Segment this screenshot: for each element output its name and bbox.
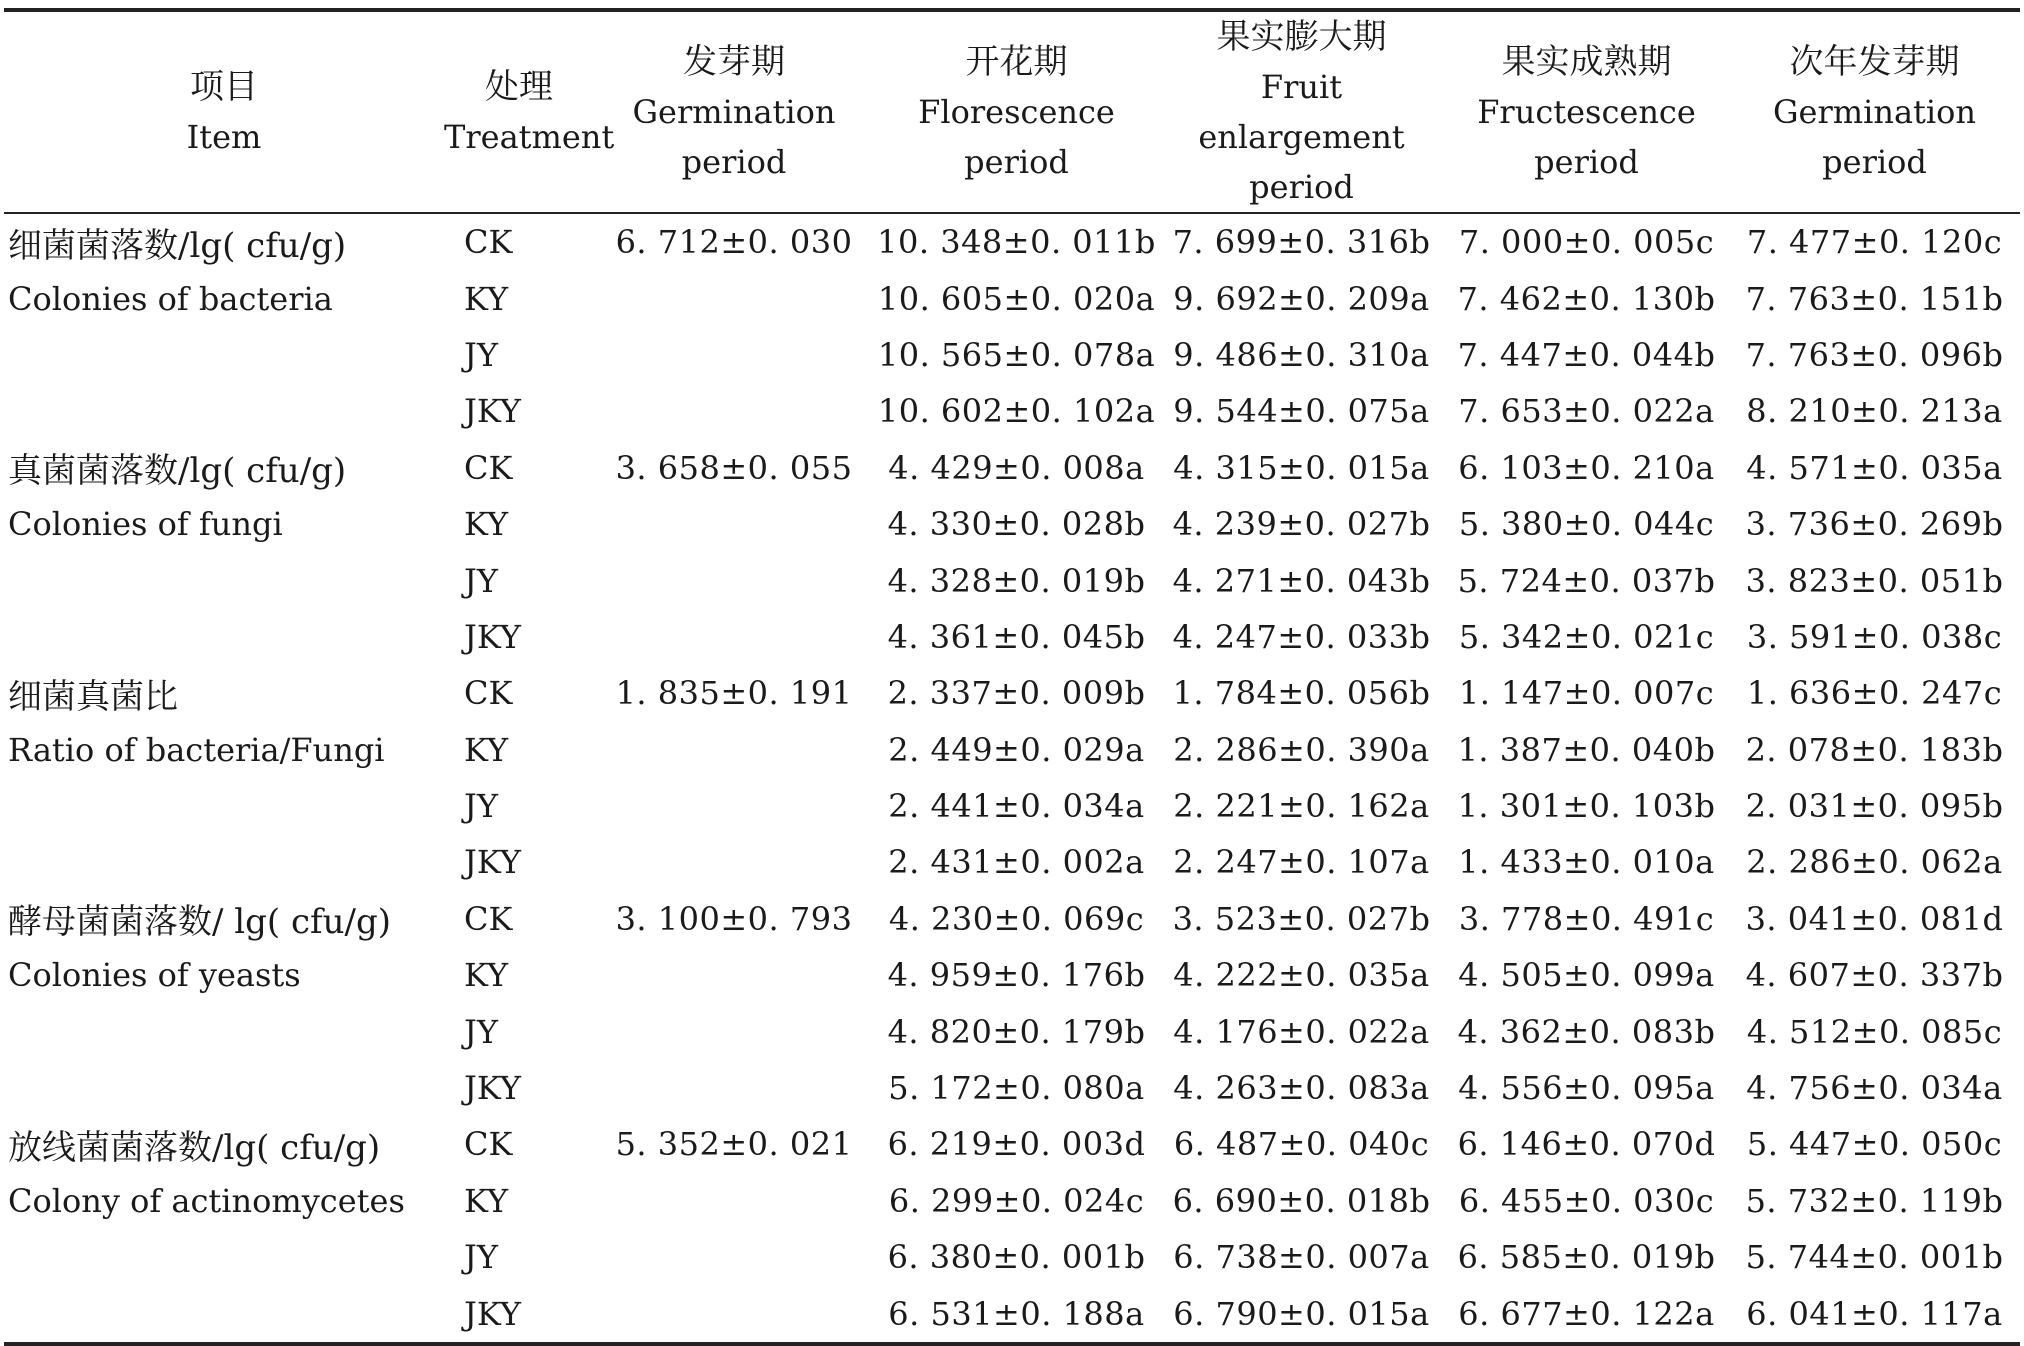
fruit-enlargement-cell: 6. 738±0. 007a	[1173, 1238, 1430, 1277]
table-row	[4, 270, 2020, 326]
germination-cell	[594, 496, 874, 552]
germination-cell	[594, 1229, 874, 1285]
fructescence-cell: 7. 000±0. 005c	[1458, 223, 1715, 262]
fruit-enlargement-cell: 9. 544±0. 075a	[1173, 392, 1430, 431]
data-table	[4, 8, 2020, 1346]
florescence-cell: 2. 337±0. 009b	[887, 674, 1146, 713]
germination-cell	[594, 778, 874, 834]
table-row	[4, 778, 2020, 834]
fruit-enlargement-cell: 9. 486±0. 310a	[1173, 335, 1430, 374]
next-germination-cell: 3. 041±0. 081d	[1745, 899, 2004, 938]
treatment-cell: JY	[464, 335, 498, 374]
treatment-cell: JY	[464, 1238, 498, 1277]
florescence-cell: 4. 361±0. 045b	[887, 617, 1146, 656]
germination-cell: 3. 100±0. 793	[615, 899, 853, 938]
table-row	[4, 1116, 2020, 1172]
fructescence-cell: 7. 447±0. 044b	[1457, 335, 1716, 374]
florescence-cell: 10. 602±0. 102a	[877, 392, 1156, 431]
florescence-cell: 4. 429±0. 008a	[888, 448, 1145, 487]
florescence-cell: 10. 348±0. 011b	[877, 223, 1156, 262]
fructescence-cell: 5. 380±0. 044c	[1458, 505, 1715, 544]
table-row	[4, 496, 2020, 552]
florescence-cell: 2. 441±0. 034a	[888, 787, 1145, 826]
item-label-en: Ratio of bacteria/Fungi	[8, 730, 385, 769]
germination-cell	[594, 609, 874, 665]
florescence-cell: 5. 172±0. 080a	[888, 1069, 1145, 1108]
next-germination-cell: 2. 078±0. 183b	[1745, 730, 2004, 769]
fructescence-cell: 7. 653±0. 022a	[1458, 392, 1715, 431]
germination-cell	[594, 1285, 874, 1343]
next-germination-cell: 4. 571±0. 035a	[1746, 448, 2003, 487]
table-row	[4, 1229, 2020, 1285]
fructescence-cell: 5. 724±0. 037b	[1457, 561, 1716, 600]
treatment-cell: CK	[464, 448, 513, 487]
table-row	[4, 609, 2020, 665]
fruit-enlargement-cell: 9. 692±0. 209a	[1173, 279, 1430, 318]
germination-cell	[594, 552, 874, 608]
fruit-enlargement-cell: 6. 690±0. 018b	[1172, 1181, 1431, 1220]
florescence-cell: 2. 449±0. 029a	[888, 730, 1145, 769]
fruit-enlargement-cell: 2. 286±0. 390a	[1173, 730, 1430, 769]
germination-cell: 5. 352±0. 021	[615, 1125, 853, 1164]
florescence-cell: 2. 431±0. 002a	[888, 843, 1145, 882]
florescence-cell: 4. 959±0. 176b	[887, 956, 1146, 995]
item-cell	[4, 327, 444, 383]
header-treatment: 处理 Treatment	[444, 67, 615, 156]
next-germination-cell: 4. 512±0. 085c	[1746, 1012, 2003, 1051]
next-germination-cell: 5. 447±0. 050c	[1746, 1125, 2003, 1164]
fructescence-cell: 6. 455±0. 030c	[1458, 1181, 1715, 1220]
treatment-cell: KY	[464, 956, 509, 995]
fruit-enlargement-cell: 6. 790±0. 015a	[1173, 1294, 1430, 1333]
next-germination-cell: 7. 763±0. 151b	[1745, 279, 2004, 318]
item-cell	[4, 778, 444, 834]
item-cell	[4, 270, 444, 326]
table-row	[4, 440, 2020, 496]
treatment-cell: CK	[464, 899, 513, 938]
item-label-en: Colony of actinomycetes	[8, 1181, 405, 1220]
next-germination-cell: 5. 732±0. 119b	[1745, 1181, 2004, 1220]
germination-cell: 1. 835±0. 191	[615, 674, 853, 713]
fructescence-cell: 1. 301±0. 103b	[1457, 787, 1716, 826]
item-cell	[4, 552, 444, 608]
next-germination-cell: 5. 744±0. 001b	[1745, 1238, 2004, 1277]
header-fructescence: 果实成熟期 Fructescence period	[1477, 42, 1696, 181]
item-cell	[4, 1003, 444, 1059]
germination-cell	[594, 947, 874, 1003]
item-label-en: Colonies of bacteria	[8, 279, 333, 318]
treatment-cell: KY	[464, 505, 509, 544]
florescence-cell: 4. 820±0. 179b	[887, 1012, 1146, 1051]
next-germination-cell: 7. 477±0. 120c	[1746, 223, 2003, 262]
table-row	[4, 891, 2020, 947]
fruit-enlargement-cell: 2. 221±0. 162a	[1173, 787, 1430, 826]
header-item: 项目 Item	[186, 67, 262, 156]
treatment-cell: KY	[464, 730, 509, 769]
treatment-cell: CK	[464, 1125, 513, 1164]
next-germination-cell: 3. 736±0. 269b	[1745, 505, 2004, 544]
fruit-enlargement-cell: 6. 487±0. 040c	[1173, 1125, 1430, 1164]
germination-cell	[594, 270, 874, 326]
florescence-cell: 4. 330±0. 028b	[887, 505, 1146, 544]
next-germination-cell: 2. 031±0. 095b	[1745, 787, 2004, 826]
next-germination-cell: 4. 756±0. 034a	[1746, 1069, 2003, 1108]
treatment-cell: CK	[464, 674, 513, 713]
fruit-enlargement-cell: 1. 784±0. 056b	[1172, 674, 1431, 713]
table-body	[4, 213, 2020, 1344]
header-fruit-enlargement: 果实膨大期 Fruit enlargement period	[1198, 17, 1405, 206]
germination-cell	[594, 1003, 874, 1059]
treatment-cell: JY	[464, 787, 498, 826]
fruit-enlargement-cell: 4. 222±0. 035a	[1173, 956, 1430, 995]
item-cell	[4, 1229, 444, 1285]
florescence-cell: 6. 531±0. 188a	[888, 1294, 1145, 1333]
header-row	[4, 10, 2020, 213]
item-cell	[4, 1173, 444, 1229]
item-label-cn: 放线菌菌落数/lg( cfu/g)	[8, 1127, 381, 1168]
table-row	[4, 213, 2020, 270]
table-row	[4, 1285, 2020, 1343]
florescence-cell: 4. 328±0. 019b	[887, 561, 1146, 600]
table-row	[4, 327, 2020, 383]
table-row	[4, 1060, 2020, 1116]
fruit-enlargement-cell: 4. 315±0. 015a	[1173, 448, 1430, 487]
florescence-cell: 10. 605±0. 020a	[877, 279, 1156, 318]
treatment-cell: KY	[464, 279, 509, 318]
item-cell	[4, 665, 444, 721]
item-cell	[4, 440, 444, 496]
treatment-cell: CK	[464, 223, 513, 262]
fructescence-cell: 6. 146±0. 070d	[1457, 1125, 1716, 1164]
item-cell	[4, 891, 444, 947]
table-row	[4, 383, 2020, 439]
header-next-germination: 次年发芽期 Germination period	[1772, 42, 1977, 181]
fructescence-cell: 6. 585±0. 019b	[1457, 1238, 1716, 1277]
next-germination-cell: 4. 607±0. 337b	[1745, 956, 2004, 995]
treatment-cell: KY	[464, 1181, 509, 1220]
fruit-enlargement-cell: 4. 271±0. 043b	[1172, 561, 1431, 600]
item-cell	[4, 1285, 444, 1343]
florescence-cell: 6. 219±0. 003d	[887, 1125, 1146, 1164]
fructescence-cell: 6. 103±0. 210a	[1458, 448, 1715, 487]
florescence-cell: 6. 380±0. 001b	[887, 1238, 1146, 1277]
fructescence-cell: 4. 505±0. 099a	[1458, 956, 1715, 995]
table-row	[4, 947, 2020, 1003]
fruit-enlargement-cell: 4. 263±0. 083a	[1173, 1069, 1430, 1108]
next-germination-cell: 2. 286±0. 062a	[1746, 843, 2003, 882]
table-row	[4, 1173, 2020, 1229]
fruit-enlargement-cell: 4. 239±0. 027b	[1172, 505, 1431, 544]
table-row	[4, 834, 2020, 890]
item-label-cn: 真菌菌落数/lg( cfu/g)	[8, 451, 347, 492]
next-germination-cell: 3. 591±0. 038c	[1746, 617, 2003, 656]
item-label-en: Colonies of yeasts	[8, 956, 301, 995]
item-cell	[4, 1116, 444, 1172]
fruit-enlargement-cell: 3. 523±0. 027b	[1172, 899, 1431, 938]
item-label-cn: 酵母菌菌落数/ lg( cfu/g)	[8, 902, 391, 943]
fructescence-cell: 6. 677±0. 122a	[1458, 1294, 1715, 1333]
florescence-cell: 10. 565±0. 078a	[877, 335, 1156, 374]
fructescence-cell: 5. 342±0. 021c	[1458, 617, 1715, 656]
treatment-cell: JY	[464, 1012, 498, 1051]
treatment-cell: JKY	[464, 1294, 521, 1333]
fructescence-cell: 3. 778±0. 491c	[1458, 899, 1715, 938]
fructescence-cell: 4. 362±0. 083b	[1457, 1012, 1716, 1051]
table-row	[4, 665, 2020, 721]
treatment-cell: JKY	[464, 392, 521, 431]
treatment-cell: JKY	[464, 843, 521, 882]
germination-cell	[594, 1060, 874, 1116]
fructescence-cell: 1. 147±0. 007c	[1458, 674, 1715, 713]
next-germination-cell: 1. 636±0. 247c	[1746, 674, 2003, 713]
item-cell	[4, 1060, 444, 1116]
item-cell	[4, 213, 444, 270]
item-label-cn: 细菌真菌比	[8, 676, 178, 717]
item-cell	[4, 947, 444, 1003]
treatment-cell: JKY	[464, 617, 521, 656]
next-germination-cell: 7. 763±0. 096b	[1745, 335, 2004, 374]
germination-cell	[594, 383, 874, 439]
fruit-enlargement-cell: 7. 699±0. 316b	[1172, 223, 1431, 262]
item-cell	[4, 496, 444, 552]
florescence-cell: 4. 230±0. 069c	[888, 899, 1145, 938]
fructescence-cell: 1. 433±0. 010a	[1458, 843, 1715, 882]
next-germination-cell: 6. 041±0. 117a	[1746, 1294, 2003, 1333]
florescence-cell: 6. 299±0. 024c	[888, 1181, 1145, 1220]
fructescence-cell: 1. 387±0. 040b	[1457, 730, 1716, 769]
item-label-en: Colonies of fungi	[8, 505, 283, 544]
fruit-enlargement-cell: 4. 176±0. 022a	[1173, 1012, 1430, 1051]
germination-cell	[594, 834, 874, 890]
fruit-enlargement-cell: 4. 247±0. 033b	[1172, 617, 1431, 656]
germination-cell: 6. 712±0. 030	[615, 223, 853, 262]
header-germination: 发芽期 Germination period	[632, 42, 836, 181]
item-cell	[4, 383, 444, 439]
germination-cell	[594, 1173, 874, 1229]
next-germination-cell: 3. 823±0. 051b	[1745, 561, 2004, 600]
item-cell	[4, 609, 444, 665]
treatment-cell: JKY	[464, 1069, 521, 1108]
item-label-cn: 细菌菌落数/lg( cfu/g)	[8, 225, 347, 266]
item-cell	[4, 834, 444, 890]
item-cell	[4, 722, 444, 778]
germination-cell	[594, 722, 874, 778]
next-germination-cell: 8. 210±0. 213a	[1746, 392, 2003, 431]
fructescence-cell: 7. 462±0. 130b	[1457, 279, 1716, 318]
table-row	[4, 722, 2020, 778]
fructescence-cell: 4. 556±0. 095a	[1458, 1069, 1715, 1108]
header-florescence: 开花期 Florescence period	[918, 42, 1115, 181]
table-row	[4, 1003, 2020, 1059]
fruit-enlargement-cell: 2. 247±0. 107a	[1173, 843, 1430, 882]
table-row	[4, 552, 2020, 608]
germination-cell: 3. 658±0. 055	[615, 448, 853, 487]
germination-cell	[594, 327, 874, 383]
treatment-cell: JY	[464, 561, 498, 600]
